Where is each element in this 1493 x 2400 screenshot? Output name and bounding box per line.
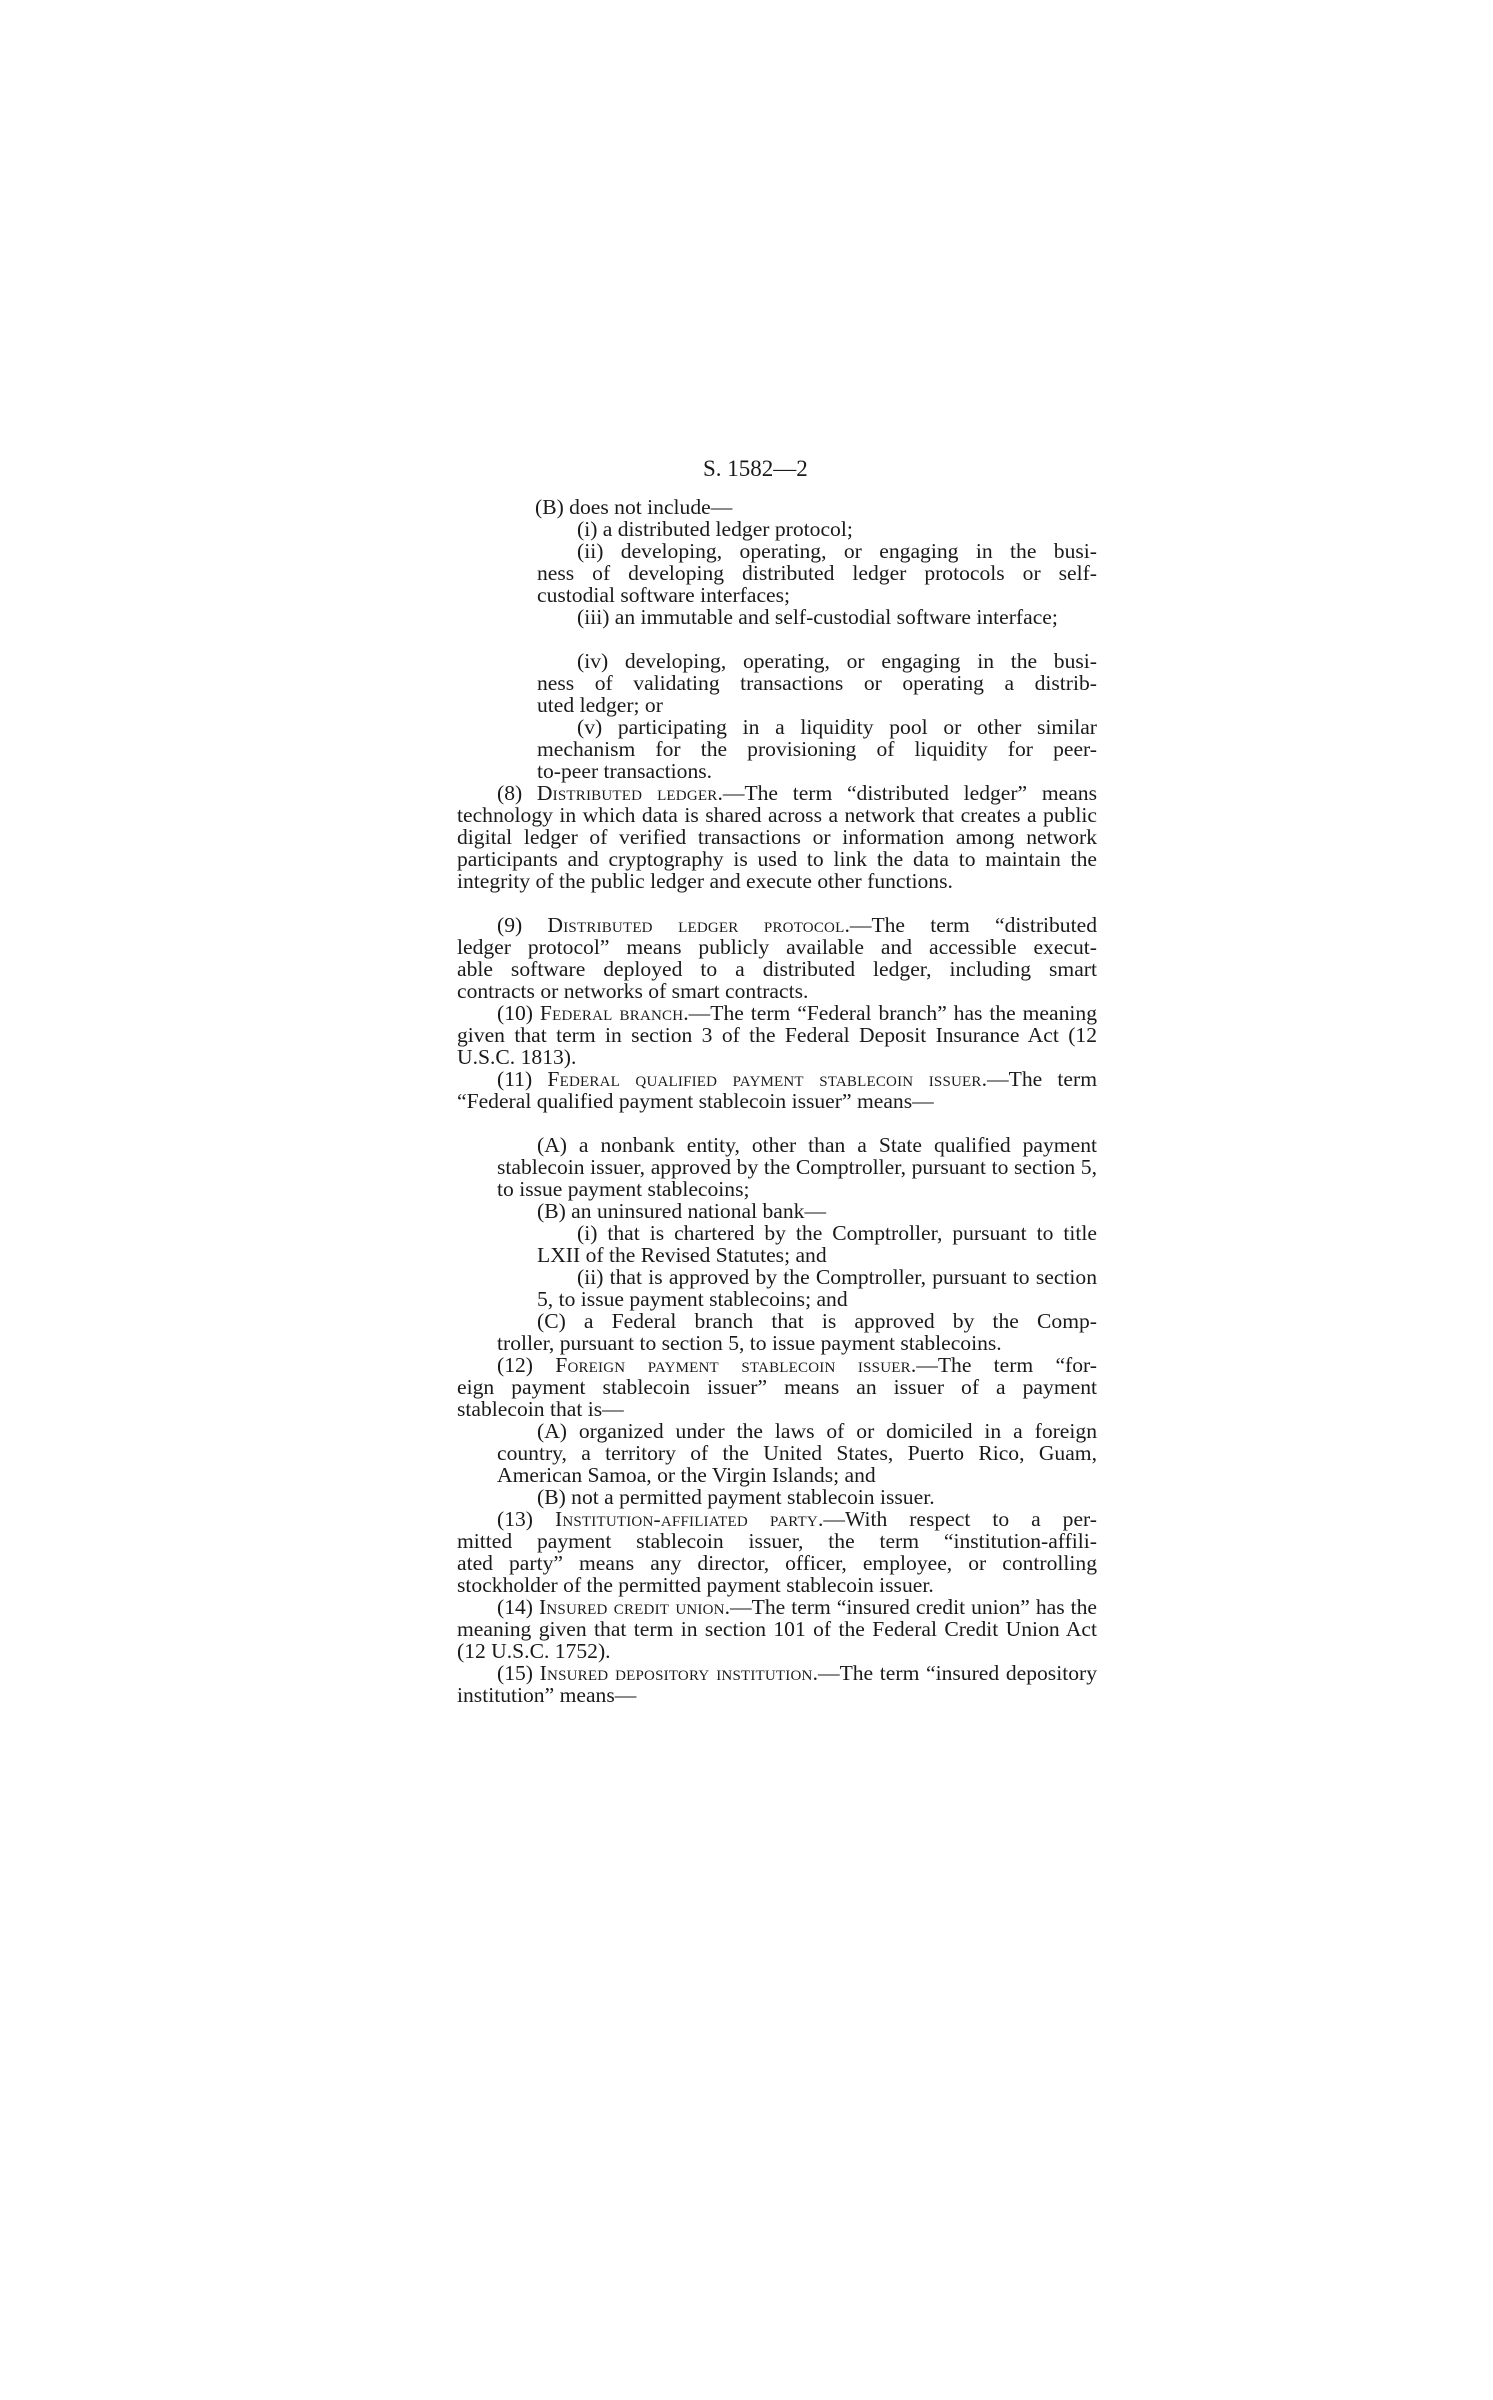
heading-institution-affiliated-party: Institution-affiliated party [554, 1507, 818, 1531]
paragraph-15: (15) Insured depository institution.—The term “insured depository institution” means— [457, 1661, 1097, 1707]
paragraph-11-b: (B) an uninsured national bank— [537, 1199, 827, 1223]
paragraph-11-c: (C) a Federal branch that is approved by the Comp- troller, pursuant to section 5, to issue payment stablecoins. [497, 1309, 1097, 1355]
heading-federal-branch: Federal branch [539, 1001, 684, 1025]
paragraph-12: (12) Foreign payment stablecoin issuer.—The term “for- eign payment stablecoin issuer” means an issuer of a payment stablecoin that is— [457, 1353, 1097, 1421]
heading-federal-qualified-issuer: Federal qualified payment stablecoin issuer [547, 1067, 982, 1091]
heading-insured-depository-institution: Insured depository institution [539, 1661, 813, 1685]
paragraph-12-a: (A) organized under the laws of or domiciled in a foreign country, a territory of the United States, Puerto Rico, Guam, American Samoa, or the Virgin Islands; and [497, 1419, 1097, 1487]
paragraph-b-v: (v) participating in a liquidity pool or other similar mechanism for the provisioning of liquidity for peer- to-peer transactions. [537, 715, 1097, 783]
heading-foreign-issuer: Foreign payment stablecoin issuer [555, 1353, 911, 1377]
paragraph-9: (9) Distributed ledger protocol.—The term “distributed ledger protocol” means publicly available and accessible execut- able software deployed to a distributed ledger, including smart contracts or networks of smart contracts. [457, 913, 1097, 1003]
paragraph-12-b: (B) not a permitted payment stablecoin issuer. [537, 1485, 935, 1509]
paragraph-11: (11) Federal qualified payment stablecoin issuer.—The term “Federal qualified payment stablecoin issuer” means— [457, 1067, 1097, 1113]
paragraph-b-iii: (iii) an immutable and self-custodial software interface; [577, 605, 1058, 629]
page-header: S. 1582—2 [703, 456, 808, 481]
paragraph-13: (13) Institution-affiliated party.—With respect to a per- mitted payment stablecoin issuer, the term “institution-affili- ated party” means any director, officer, employee, or controlling stockholder of the permitted payment stablecoin issuer. [457, 1507, 1097, 1597]
paragraph-11-a: (A) a nonbank entity, other than a State qualified payment stablecoin issuer, approved by the Comptroller, pursuant to section 5, to issue payment stablecoins; [497, 1133, 1097, 1201]
paragraph-b-ii: (ii) developing, operating, or engaging in the busi- ness of developing distributed ledger protocols or self- custodial software interfaces; [537, 539, 1097, 607]
paragraph-11-b-ii: (ii) that is approved by the Comptroller, pursuant to section 5, to issue payment stablecoins; and [537, 1265, 1097, 1311]
heading-distributed-ledger: Distributed ledger [536, 781, 718, 805]
paragraph-8: (8) Distributed ledger.—The term “distributed ledger” means technology in which data is shared across a network that creates a public digital ledger of verified transactions or information among network participants and cryptography is used to link the data to maintain the integrity of the public ledger and execute other functions. [457, 781, 1098, 893]
paragraph-b-iv: (iv) developing, operating, or engaging in the busi- ness of validating transactions or operating a distrib- uted ledger; or [537, 649, 1097, 717]
paragraph-11-b-i: (i) that is chartered by the Comptroller, pursuant to title LXII of the Revised Statutes; and [537, 1221, 1097, 1267]
paragraph-14: (14) Insured credit union.—The term “insured credit union” has the meaning given that term in section 101 of the Federal Credit Union Act (12 U.S.C. 1752). [457, 1595, 1097, 1663]
paragraph-b-i: (i) a distributed ledger protocol; [577, 517, 853, 541]
paragraph-10: (10) Federal branch.—The term “Federal branch” has the meaning given that term in section 3 of the Federal Deposit Insurance Act (12 U.S.C. 1813). [457, 1001, 1097, 1069]
paragraph-b: (B) does not include— [535, 495, 733, 519]
heading-distributed-ledger-protocol: Distributed ledger protocol [547, 913, 845, 937]
heading-insured-credit-union: Insured credit union [538, 1595, 725, 1619]
